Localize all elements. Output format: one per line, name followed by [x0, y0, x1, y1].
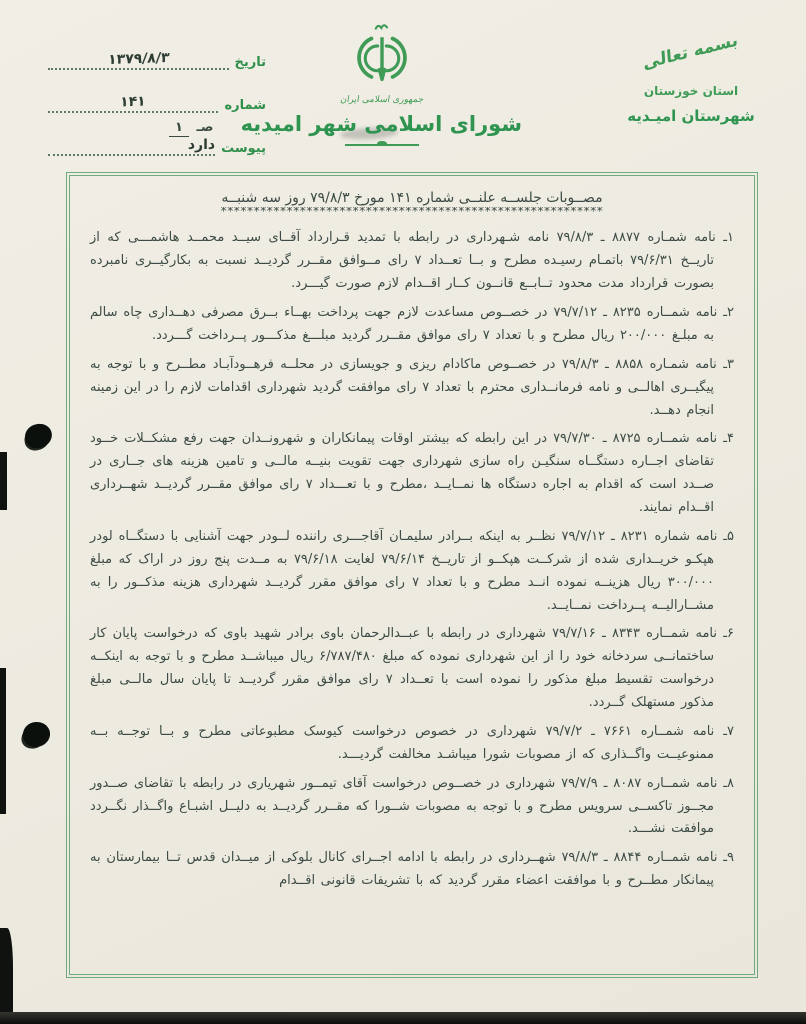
- number-value: ۱۴۱: [119, 93, 147, 111]
- page-marker: [169, 120, 213, 135]
- date-row: [48, 48, 266, 70]
- council-title: شورای اسلامی شهر امیدیه: [240, 112, 522, 136]
- minutes-item-8: ۸ـ نامه شمــاره ۸۰۸۷ ـ ۷۹/۷/۹ شهرداری در خصــوص درخواست آقای تیمــور شهریاری در رابطه با تقاضای صــدور مجــوز تاکســی سرویس مطرح و با توجه به مصوبات شــورا که مقــرر گردیــد به دلیــل اشبـاع واگــذار نگــردد موافقت نشـــد.: [90, 775, 735, 837]
- province-name: استان خوزستان: [643, 84, 739, 98]
- minutes-item-3: ۳ـ نامه شمـاره ۸۸۵۸ ـ ۷۹/۸/۳ در خصــوص ماکادام ریزی و جویسازی در محلــه فرهــودآبـاد مطــرح و با توجه به پیگیــری اهالــی و نامه فرمانــداری محترم با تعداد ۷ رای موافقت گردید شهرداری اقدامات لازم را در این زمینه انجام دهــد.: [90, 356, 735, 418]
- attachment-label: پیوست: [221, 141, 266, 156]
- council-title-row: [174, 112, 522, 137]
- scan-edge-artifact: [0, 928, 13, 1016]
- minutes-item-9: ۹ـ نامه شمــاره ۸۸۴۴ ـ ۷۹/۸/۳ شهــرداری در رابطه با ادامه اجــرای کانال بلوکی از میــدان قدس تــا بیمارستان به پیمانکار مطــرح و با موافقت اعضاء مقرر گردید که با تشریفات قانونی اقــدام: [90, 850, 735, 889]
- attachment-row: [48, 134, 266, 156]
- bismillah-calligraphy: بسمه تعالی: [643, 30, 739, 74]
- minutes-item-1: ۱ـ نامه شمـاره ۸۸۷۷ ـ ۷۹/۸/۳ نامه شـهرداری در رابطه با تمدید قـرارداد آقــای سیــد محمــد هاشمـــی که از تاریــخ ۷۹/۶/۳۱ باتمـام رسیـده مطرح و بــا تعــداد ۷ رای مــوافق مقــرر گردیــد نسبت به بکارگیــری نامبرده بصورت قرارداد مدت محدود تــابــع قانــون کــار اقــدام لازم صورت گیـــرد.: [90, 230, 734, 292]
- punch-hole: [22, 721, 51, 749]
- asterisk-divider: **********************************************************: [220, 207, 604, 216]
- county-name: شهرستان امیـدیه: [627, 107, 755, 125]
- punch-hole: [23, 422, 53, 450]
- page-label: صـ: [196, 120, 214, 135]
- scan-edge-artifact: [0, 668, 6, 814]
- letterhead-right: [598, 30, 784, 125]
- scan-edge-artifact: [0, 452, 7, 510]
- minutes-item-7: ۷ـ نامه شمــاره ۷۶۶۱ ـ ۷۹/۷/۲ شهرداری در خصوص درخواست کیوسک مطبوعاتی مطرح و بــا توجــه بــه ممنوعیــت واگــذاری که از مصوبات شورا میباشـد مخالفت گردیـــد.: [90, 723, 735, 762]
- scan-edge-artifact: [0, 1012, 806, 1024]
- minutes-title: مصــوبات جلســه علنــی شماره ۱۴۱ مورخ ۷۹/۸/۳ روز سه شنبــه: [221, 190, 603, 206]
- number-row: [48, 91, 266, 113]
- minutes-box: [66, 172, 758, 978]
- minutes-item-5: ۵ـ نامه شماره ۸۲۳۱ ـ ۷۹/۷/۱۲ نظــر به اینکه بــرادر سلیمـان آقاجـــری راننده لــودر جهت آشنایی با دستگــاه لودر هپکـو خریــداری شده از شرکــت هپکــو از تاریــخ ۷۹/۶/۱۴ لغایت ۷۹/۶/۱۸ به مــدت پنج روز در اراک که مبلغ ۳۰۰/۰۰۰ ریال هزینــه نموده انــد مطرح و با تعداد ۷ رای موافق مقرر گردیــد شهرداری هزینه مذکــور را به مشــارالیــه پــرداخت نمــایــد.: [90, 528, 735, 613]
- date-value: ۱۳۷۹/۸/۳: [106, 49, 170, 69]
- republic-caption: جمهوری اسلامی ایران: [339, 95, 425, 105]
- title-underline: [345, 144, 419, 146]
- iran-emblem-icon: [351, 18, 413, 94]
- attachment-line: [48, 134, 215, 156]
- date-label: تاریخ: [234, 55, 266, 70]
- page-number: ۱: [169, 120, 189, 137]
- number-line: [48, 91, 218, 113]
- minutes-item-6: ۶ـ نامه شمــاره ۸۳۴۳ ـ ۷۹/۷/۱۶ شهرداری در رابطه با عبــدالرحمان باوی برادر شهید باوی که درخواست پایان کار ساختمانــی سردخانه خود را از این شهرداری نموده که مبلغ ۶/۷۸۷/۴۸۰ ریال میباشــد مطرح و با توجه به اینکــه درخواست تقسیط مبلغ مذکور را نموده است با تعــداد ۷ رای موافق مقرر گردیــد تا پایان سال مالــی مبلغ مذکور مستهلک گــردد.: [90, 626, 735, 711]
- minutes-item-2: ۲ـ نامه شمــاره ۸۲۳۵ ـ ۷۹/۷/۱۲ در خصــوص مساعدت لازم جهت پرداخت بهــاء بــرق مصرفی دهــداری چاه سالم به مبلـغ ۲۰۰/۰۰۰ ریال مطرح و با تعداد ۷ رای موافق مقــرر گردید مبلـــغ مذکـــور پــرداخت گـــردد.: [90, 305, 735, 343]
- attachment-value: دارد: [187, 137, 216, 153]
- minutes-item-4: ۴ـ نامه شمــاره ۸۷۲۵ ـ ۷۹/۷/۳۰ در این رابطه که بیشتر اوقات پیمانکاران و شهرونــدان جهت رفع مشکــلات خــود تقاضای اجــاره دستگــاه سنگیـن راه سازی شهرداری جهت تقویت بنیــه مالــی و تامین هزینه های جــاری در صــدد است که اقدام به اجاره دستگاه ها نمــایــد ،مطرح و با تعـــداد ۷ رای موافق مقــرر گردیــد شهــرداری اقــدام نمایند.: [90, 431, 734, 516]
- number-label: شماره: [224, 98, 266, 113]
- date-line: [48, 48, 229, 70]
